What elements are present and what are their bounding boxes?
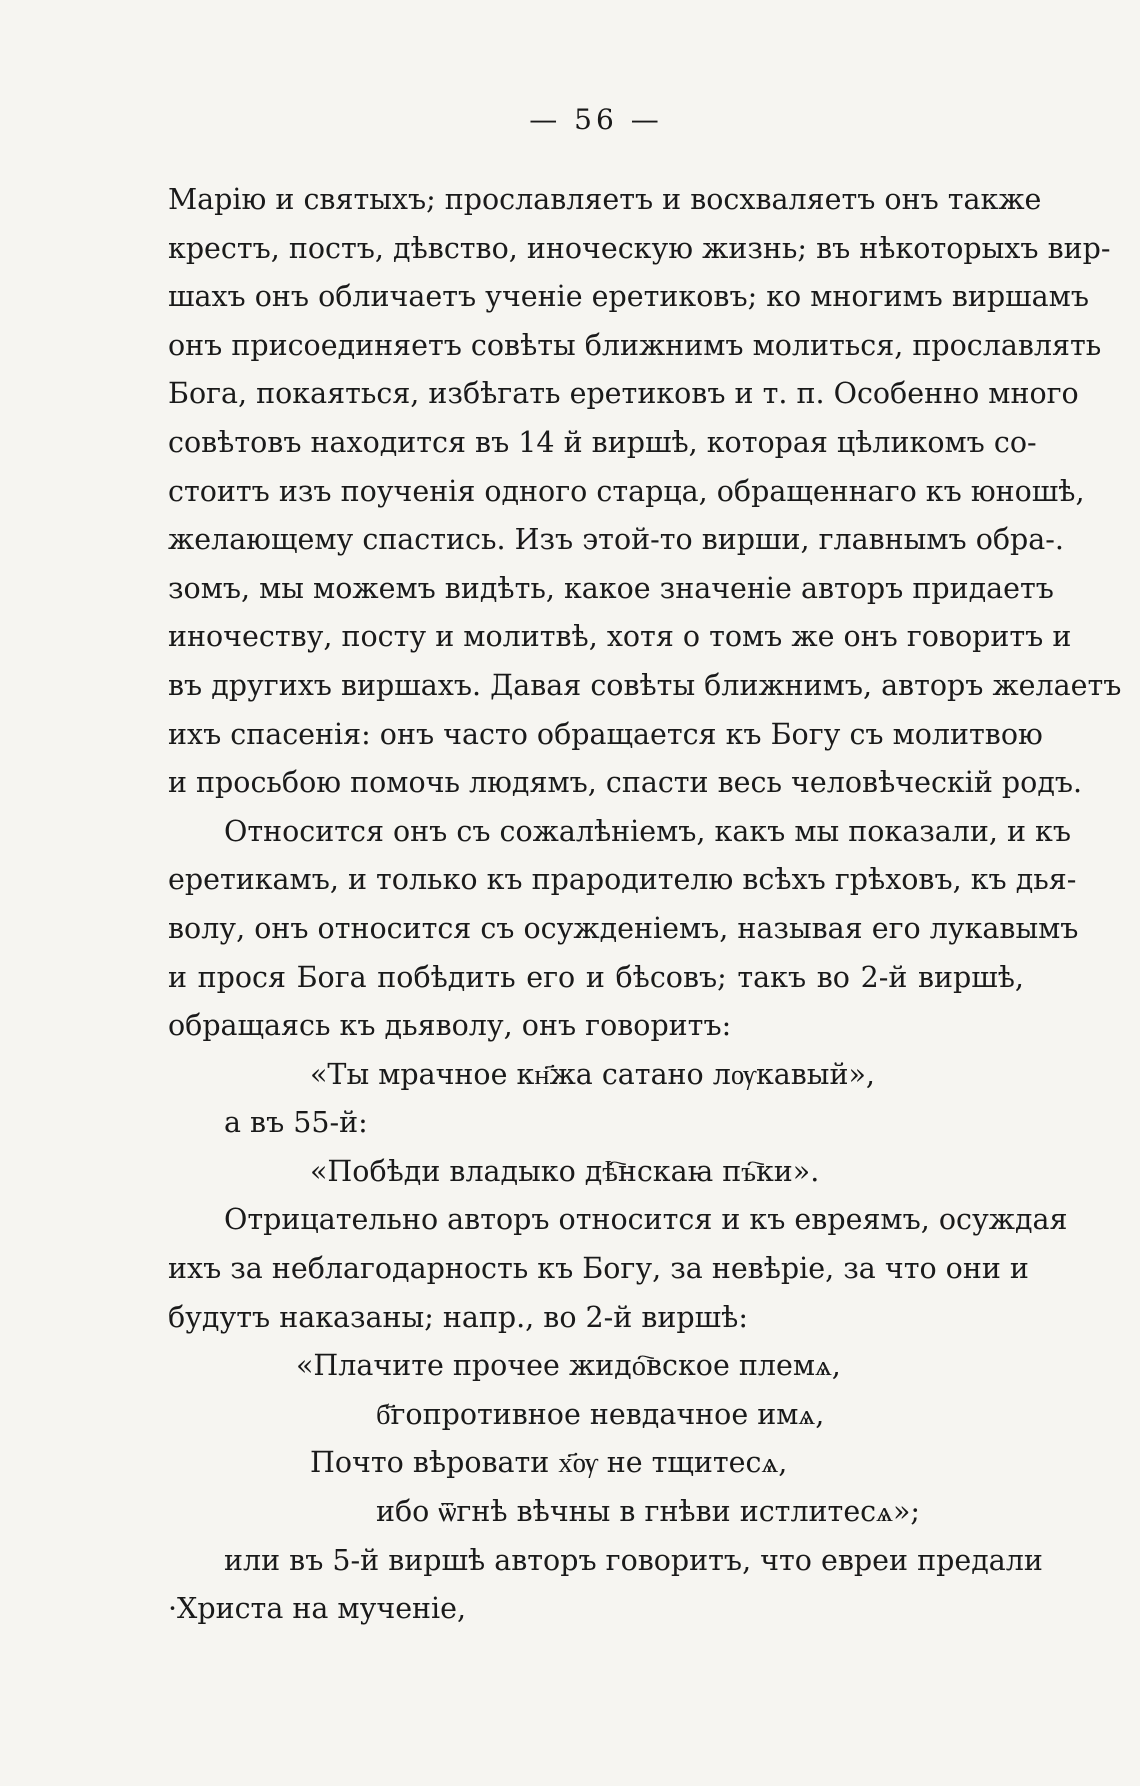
- text-line: еретикамъ, и только къ прародителю всѣхъ грѣховъ, къ дья-: [168, 863, 1077, 897]
- text-line: совѣтовъ находится въ 14 й виршѣ, которая цѣликомъ со-: [168, 425, 1037, 459]
- text-line: и просьбою помочь людямъ, спасти весь человѣческій родъ.: [168, 766, 1083, 800]
- text-line: въ другихъ виршахъ. Давая совѣты ближнимъ, авторъ желаетъ: [168, 668, 1122, 702]
- text-line: стоитъ изъ поученія одного старца, обращеннаго къ юношѣ,: [168, 474, 1085, 508]
- poem-line: Почто вѣровати х҃ѹ не тщитесѧ,: [310, 1446, 788, 1480]
- quote-line: «Ты мрачное кн҃жа сатано лѹкавый»,: [310, 1057, 875, 1091]
- quote-line: «Побѣди владыко дѣ҇нскаꙗ пъ҇ки».: [310, 1154, 820, 1188]
- text-line: крестъ, постъ, дѣвство, иноческую жизнь; въ нѣкоторыхъ вир-: [168, 231, 1111, 265]
- text-line: а въ 55-й:: [224, 1106, 368, 1140]
- text-line: зомъ, мы можемъ видѣть, какое значеніе авторъ придаетъ: [168, 571, 1054, 605]
- text-line: Отрицательно авторъ относится и къ евреямъ, осуждая: [224, 1203, 1068, 1237]
- page-number: — 56 —: [529, 103, 663, 136]
- paragraph-1: [168, 176, 1122, 808]
- paragraph-4: [168, 1537, 1043, 1634]
- text-line: или въ 5-й виршѣ авторъ говоритъ, что евреи предали: [224, 1543, 1043, 1577]
- text-line: ихъ за неблагодарность къ Богу, за невѣріе, за что они и: [168, 1252, 1029, 1286]
- paragraph-3: [168, 1196, 1068, 1342]
- text-line: ·Христа на мученіе,: [168, 1592, 467, 1626]
- poem-line: б҃гопротивное невдачное имѧ,: [376, 1397, 825, 1431]
- text-line: желающему спастись. Изъ этой-то вирши, главнымъ обра-.: [168, 523, 1064, 557]
- text-line: онъ присоединяетъ совѣты ближнимъ молиться, прославлять: [168, 328, 1102, 362]
- text-line: обращаясь къ дьяволу, онъ говоритъ:: [168, 1009, 732, 1043]
- text-line: Относится онъ съ сожалѣніемъ, какъ мы показали, и къ: [224, 814, 1071, 848]
- text-line: шахъ онъ обличаетъ ученіе еретиковъ; ко многимъ виршамъ: [168, 280, 1089, 314]
- poem-line: «Плачите прочее жидо҇вское племѧ,: [296, 1349, 841, 1383]
- paragraph-2: [168, 808, 1079, 1051]
- text-line: ихъ спасенія: онъ часто обращается къ Богу съ молитвою: [168, 717, 1043, 751]
- poem-block: [168, 1342, 1024, 1536]
- text-line: Бога, покаяться, избѣгать еретиковъ и т. п. Особенно много: [168, 377, 1079, 411]
- text-line: Марію и святыхъ; прославляетъ и восхваляетъ онъ также: [168, 183, 1042, 216]
- text-line: иночеству, посту и молитвѣ, хотя о томъ же онъ говоритъ и: [168, 620, 1072, 654]
- poem-line: ибо ѿгнѣ вѣчны в гнѣви истлитесѧ»;: [376, 1495, 920, 1529]
- text-line: будутъ наказаны; напр., во 2-й виршѣ:: [168, 1300, 748, 1334]
- book-page: [168, 100, 1122, 1634]
- text-line: и прося Бога побѣдить его и бѣсовъ; такъ во 2-й виршѣ,: [168, 960, 1024, 994]
- text-line: волу, онъ относится съ осужденіемъ, называя его лукавымъ: [168, 911, 1079, 945]
